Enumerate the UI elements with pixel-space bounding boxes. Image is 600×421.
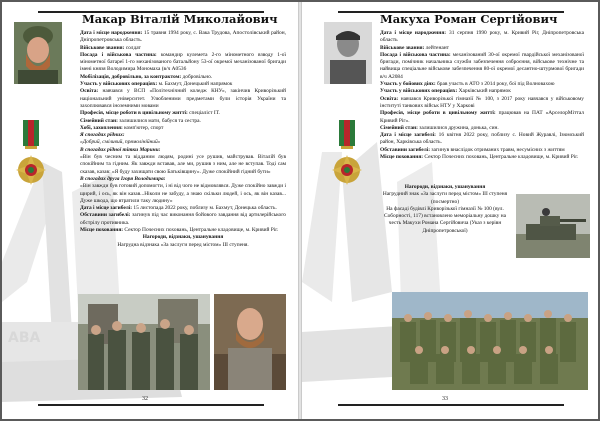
info-line: Освіта: навчався у ВСП «Політехнічний коледж КНУ», закінчив Криворізький національний університет. Улюбленими предметами були історія України та захоплювався іноземними мовами: [80, 88, 286, 109]
bottom-ornament: [20, 401, 282, 409]
info-line: Професія, місце роботи в цивільному житті: спеціаліст ІТ.: [80, 110, 220, 117]
info-line: Дата і місце народження: 31 серпня 1990 року, м. Кривий Ріг, Дніпропетровська область: [380, 30, 584, 44]
info-line: Професія, місце роботи в цивільному житті: працював на ПАТ «АрселорМіттал Кривий Ріг».: [380, 110, 584, 124]
medal-icon: [16, 120, 46, 194]
info-line: Місце поховання: Сектор Почесних поховань, Центральне кладовище, м. Кривий Ріг.: [380, 154, 579, 161]
info-line: «Він був чесним та відданим людям, родині усе рушив, майстрував. Віталій був спокійним та гідним. Як завжди вставав, але ми, рушив з ним, але не вступав. Тоді сам сказав, казав: «Я буду захищати свою Батьківщину». Дуже спокійний гідний бути»: [80, 154, 286, 175]
info-line: Хобі, захоплення: комп'ютер, спорт: [80, 124, 164, 131]
info-line: Дата і місце загибелі: 16 квітня 2022 року, поблизу с. Новий Журавлі, Ізюмський район, Харківська область.: [380, 132, 584, 146]
info-line: Місце поховання: Сектор Почесних поховань, Центральне кладовище, м. Кривий Ріг.: [80, 227, 279, 234]
person-name: Макуха Роман Сергійович: [380, 12, 558, 26]
info-line: В спогадах рідної тітки Марини:: [80, 146, 161, 153]
person-name: Макар Віталій Миколайович: [82, 12, 278, 26]
info-line: Освіта: навчався Криворізької гімназії № 100, з 2017 року навчався у військовому інституті танкових військ НТУ у Харкові: [380, 95, 584, 109]
info-line: На фасаді будівлі Криворізької гімназії № 100 (вул. Соборності, 117) встановлено меморіальну дошку на честь Макухи Романа Сергійовича (Указ з керівн Дніпропетровської): [384, 205, 506, 234]
info-line: Нагрудний знак «За заслуги перед містом» ІІІ ступеня (посмертно): [382, 191, 508, 205]
info-line: Обставини загибелі: загинув внаслідок отриманих травм, несумісних з життям: [380, 146, 565, 153]
info-line: Дата і місце народження: 15 травня 1994 року, с. Вака Трудова, Апостолівський район, Дніпропетровська область.: [80, 30, 286, 44]
biography-text: [80, 30, 286, 249]
info-line: В спогадах друга Ігоря Володимира:: [80, 175, 166, 182]
right-page: [302, 2, 598, 419]
info-line: Я спогадах рідних:: [80, 132, 125, 139]
info-line: Обставини загибелі: загинув під час виконання бойового завдання від артилерійського обстрілу противника.: [80, 212, 286, 226]
tank-photo: [516, 194, 590, 258]
left-page: [2, 2, 298, 419]
info-line: Сімейний стан: залишилися дружина, донька, син.: [380, 124, 499, 131]
awards-text: [380, 184, 510, 235]
info-line: Нагороди, відзнаки, ушанування: [404, 184, 486, 190]
info-line: Участь у військових операціях: Харківський напрямок: [380, 88, 511, 95]
info-line: Посада і військова частина: командир кулемета 2-го мінометного взводу 1-ої мінометної батареї 1-го механізованого батальйону 53-ої окремої механізованої бригади імені князя Володимира Мономаха (в/ч А0536: [80, 51, 286, 73]
info-line: Посада і військова частина: механізований 30-ої окремої гвардійської механізованої бригади, помічник начальника служби забезпечення озброєння, військове технічне та найвища спеціальне військове забезпечення 80-ої окремої десантно-штурмової бригади в/ч А2084: [380, 51, 584, 80]
info-line: Нагороди, відзнаки, ушанування: [142, 234, 224, 241]
info-line: Нагрудна відзнака «За заслуги перед містом» ІІІ ступеня.: [117, 241, 249, 248]
info-line: «Він завжди був готовий допомогти, і ні від чого не відмовлявся. Дуже спокійно завжди і щирий, і ось, як він казав...Ніколи не забуду, а знаю скільки людей, і ось, як він казав... Дуже шкода, що втратили таку людину»: [80, 183, 286, 204]
info-line: «Добрий, сміливий, прямолінійний»: [80, 139, 161, 146]
group-photo: [78, 294, 210, 390]
svg-text:ABA: ABA: [8, 330, 41, 346]
group-photo: [392, 292, 588, 390]
medal-icon: [332, 120, 362, 194]
info-line: Участь у військових операціях: м. Бахмут, Донецький напрямок: [80, 81, 233, 88]
info-line: Військове звання: лейтенант: [380, 44, 449, 51]
info-line: Участь у бойових діях: брав участь в АТО з 2014 року, бої під Волновахою: [380, 81, 555, 88]
portrait-photo-2: [214, 294, 286, 390]
portrait-photo: [14, 22, 62, 84]
info-line: Сімейний стан: залишилися мати, бабуся та сестра.: [80, 117, 201, 124]
info-line: Мобілізація, добровільно, за контрактом: добровільно.: [80, 73, 213, 80]
page-number: 32: [142, 396, 148, 402]
biography-text: [380, 30, 584, 161]
info-line: Дата і місце загибелі: 15 листопада 2022 року, поблизу м. Бахмут, Донецька область.: [80, 205, 277, 212]
bottom-ornament: [320, 401, 582, 409]
page-number: 33: [442, 396, 448, 402]
info-line: Військове звання: солдат: [80, 44, 141, 51]
portrait-photo: [324, 22, 372, 84]
